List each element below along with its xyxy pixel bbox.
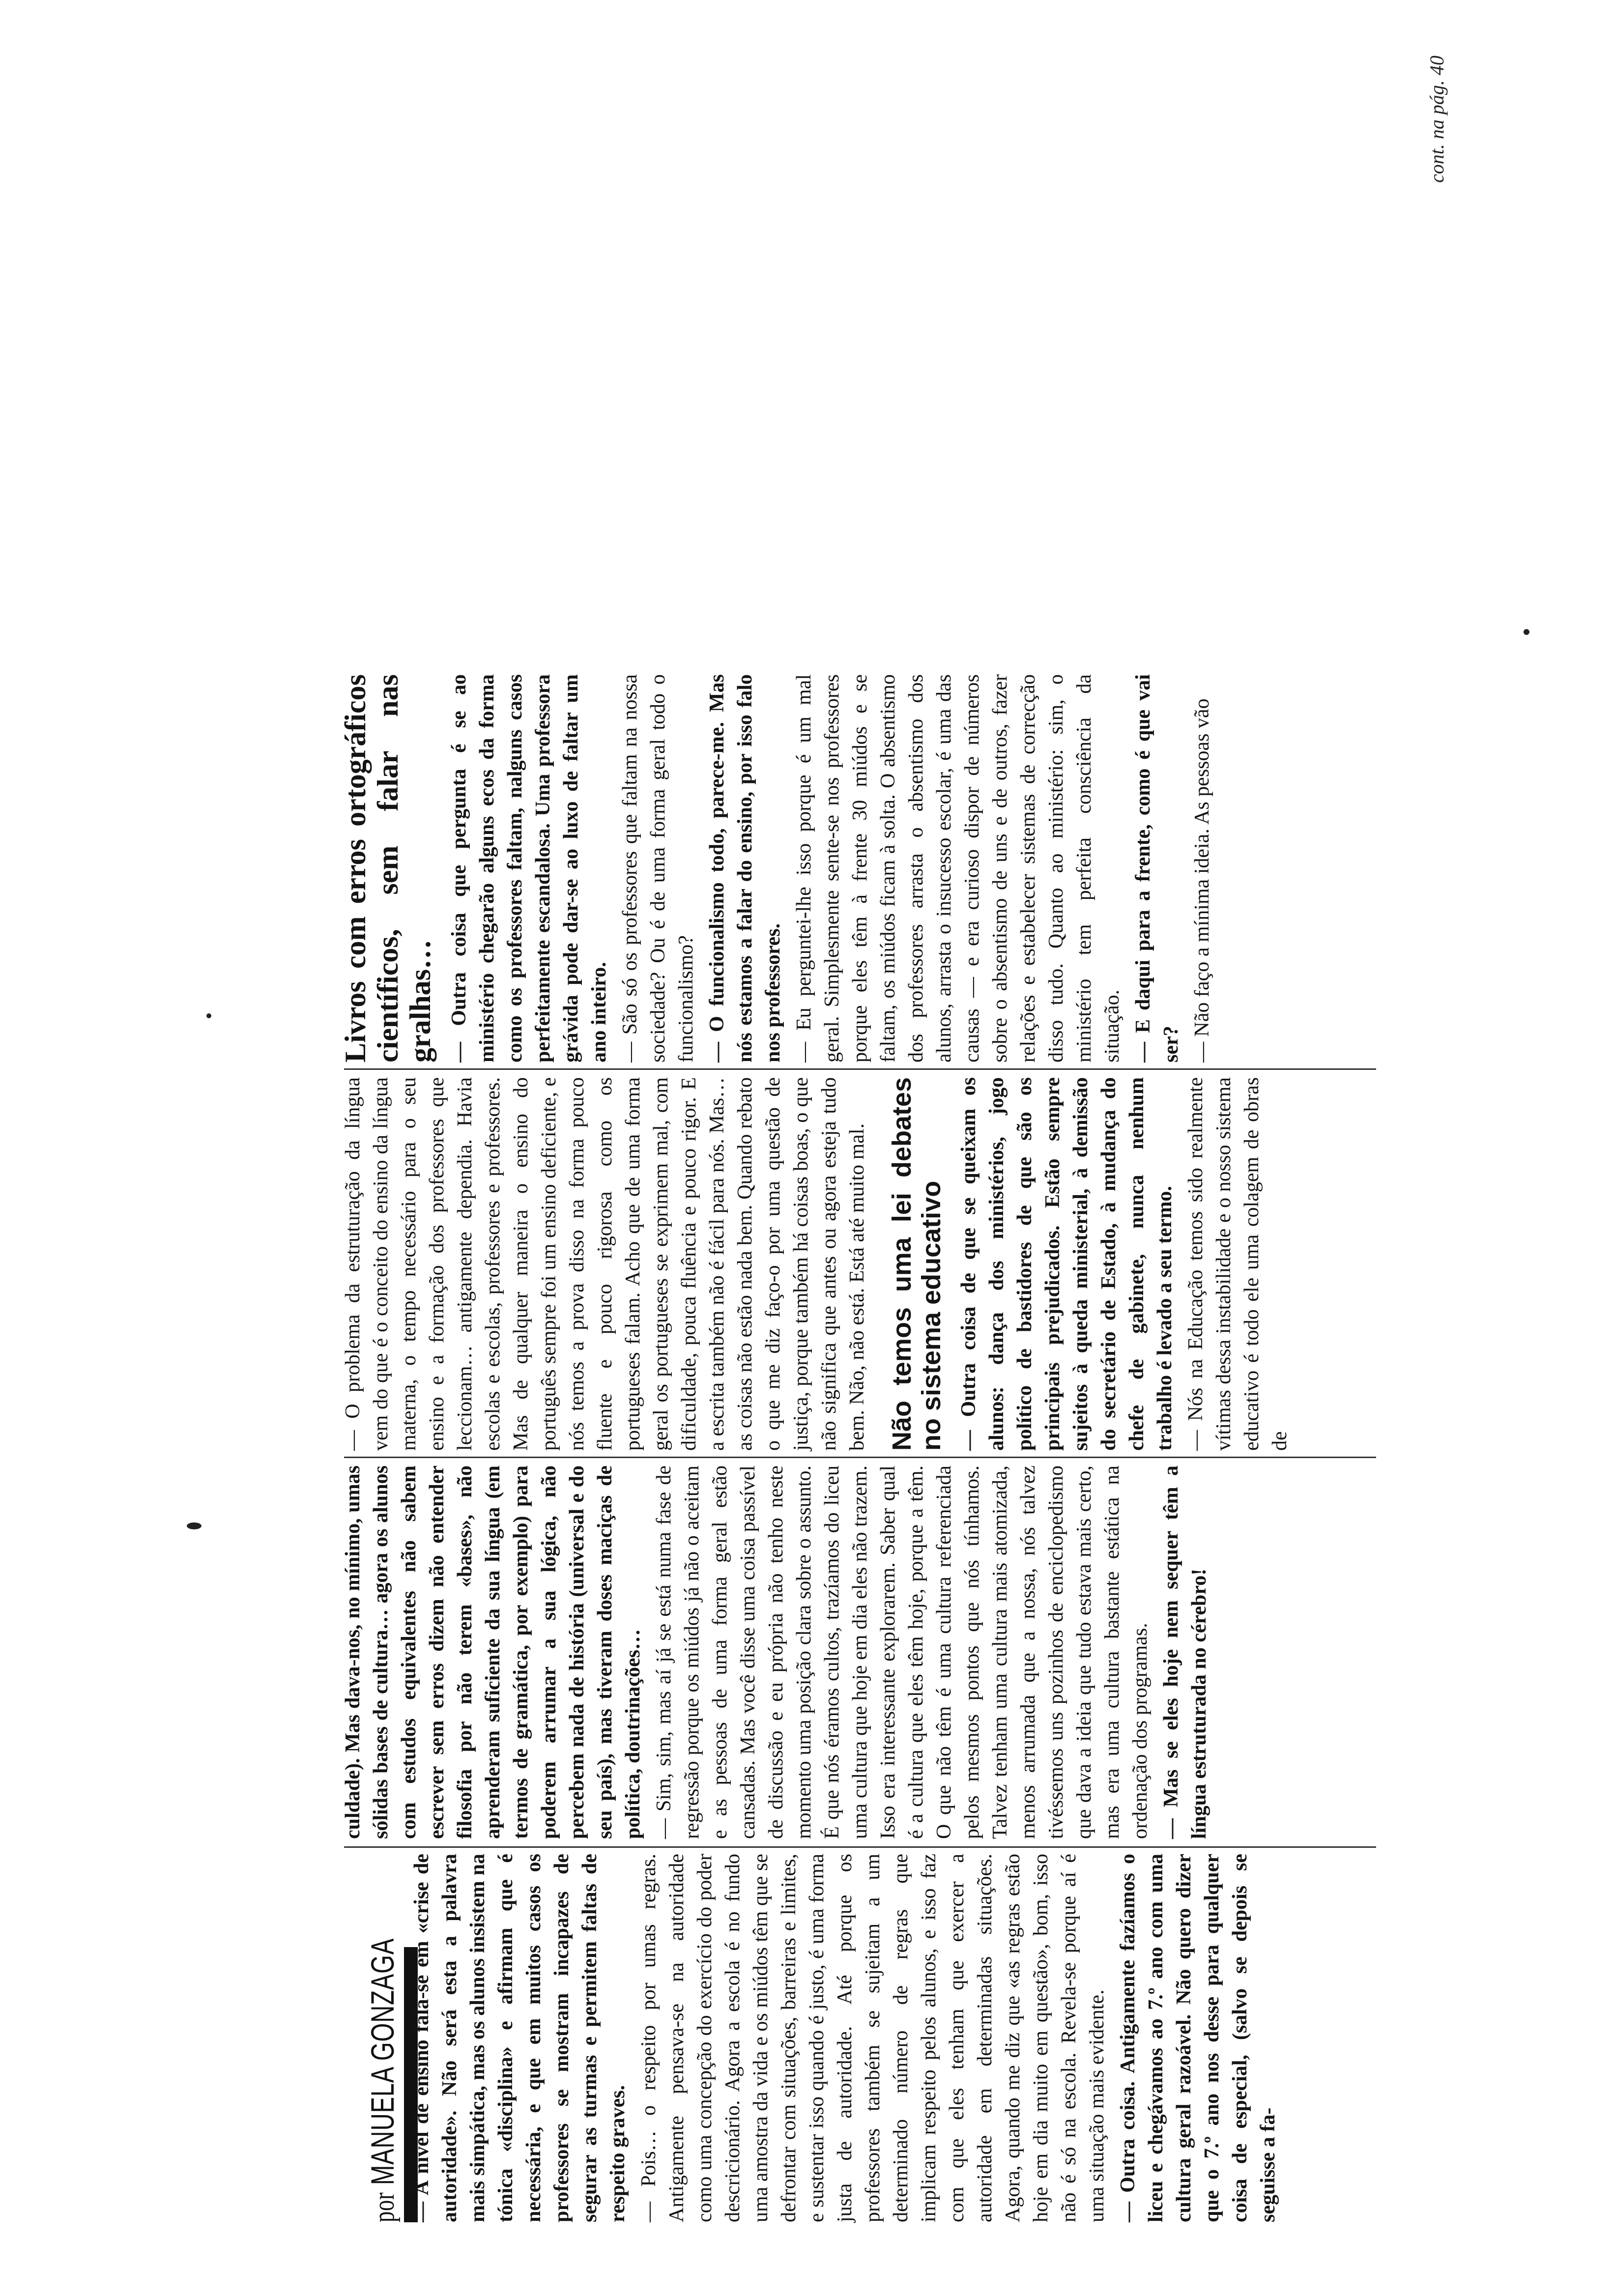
byline-prefix: por [368,2192,400,2222]
scan-speck [187,1522,202,1529]
answer-paragraph: — Pois… o respeito por umas regras. Antigamente pensava-se na autoridade como uma concepção do exercício do poder descricionário. Agora a escola é no fundo uma amostra da vida e os miúdos têm que se defrontar com situações, barreiras e limites, e sustentar isso quando é justo, é uma forma justa de autoridade. Até porque os professores também se sujeitam a um determinado número de regras que implicam respeito pelos alunos, e isso faz com que eles tenham que exercer a autoridade em determinadas situações. Agora, quando me diz que «as regras estão hoje em dia muito em questão», bom, isso não é só na escola. Revela-se porque aí é uma situação mais evidente. [637,1854,1108,2222]
answer-paragraph: — Sim, sim, mas aí já se está numa fase de regressão porque os miúdos já não o aceitam e as pessoas de uma forma geral estão cansadas. Mas você disse uma coisa passível de discussão e eu própria não tenho neste momento uma posição clara sobre o assunto. É que nós éramos cultos, trazíamos do liceu uma cultura que hoje em dia eles não trazem. Isso era interessante explorarem. Saber qual é a cultura que eles têm hoje, porque a têm. O que não têm é uma cultura referenciada pelos mesmos pontos que nós tínhamos. Talvez tenham uma cultura mais atomizada, menos arrumada que a nossa, nós talvez tivéssemos uns pozinhos de enciclopedismo que dava a ideia que tudo estava mais certo, mas era uma cultura bastante estática na ordenação dos programas. [653,1465,1151,1839]
column-3 [339,1077,1294,1451]
answer-paragraph: — O problema da estruturação da língua vem do que é o conceito do ensino da língua materna, o tempo necessário para o seu ensino e a formação dos professores que leccionam… antigamente dependia. Havia escolas e escolas, professores e professores. Mas de qualquer maneira o ensino do português sempre foi um ensino deficiente, e nós temos a prova disso na forma pouco fluente e pouco rigorosa como os portugueses falam. Acho que de uma forma geral os portugueses se exprimem mal, com dificuldade, pouca fluência e pouco rigor. E a escrita também não é fácil para nós. Mas… as coisas não estão nada bem. Quando rebato o que me diz faço-o por uma questão de justiça, porque também há coisas boas, o que não significa que antes ou agora esteja tudo bem. Não, não está. Está até muito mal. [342,1077,868,1451]
question-paragraph: culdade). Mas dava-nos, no mínimo, umas sólidas bases de cultura… agora os alunos com estudos equivalentes não sabem escrever sem erros dizem não entender filosofia por não terem «bases», não aprenderam suficiente da sua língua (em termos de gramática, por exemplo) para poderem arrumar a sua lógica, não percebem nada de história (universal e do seu país), mas tiveram doses maciças de política, doutrinações… [342,1465,644,1839]
scan-speck [1524,629,1529,635]
question-paragraph: — Outra coisa. Antigamente fazíamos o liceu e chegávamos ao 7.º ano com uma cultura geral razoável. Não quero dizer que o 7.º ano nos desse para qualquer coisa de especial, (salvo se depois se seguisse a fa- [1117,1854,1279,2222]
byline [364,1938,401,2222]
column-divider [344,1457,1376,1458]
question-paragraph: — A nível de ensino fala-se em «crise de autoridade». Não será esta a palavra mais simpática, mas os alunos insistem na tónica «disciplina» e afirmam que é necessária, e que em muitos casos os professores se mostram incapazes de segurar as turmas e permitem faltas de respeito graves. [410,1854,629,2222]
column-1 [408,1854,1282,2222]
continuation-note: cont. na pág. 40 [1426,56,1448,183]
answer-paragraph: — São só os professores que faltam na nossa sociedade? Ou é de uma forma geral todo o funcionalismo? [619,674,697,1062]
answer-paragraph: — Nós na Educação temos sido realmente vítimas dessa instabilidade e o nosso sistema educativo é todo ele uma colagem de obras de [1184,1077,1291,1451]
answer-paragraph: — Eu perguntei-lhe isso porque é um mal geral. Simplesmente sente-se nos professores porque eles têm à frente 30 miúdos e se faltam, os miúdos ficam à solta. O absentismo dos professores arrasta o absentismo dos alunos, arrasta o insucesso escolar, é uma das causas — e era curioso dispor de números sobre o absentismo de uns e de outros, fazer relações e estabelecer sistemas de correcção disso tudo. Quanto ao ministério: sim, o ministério tem perfeita consciência da situação. [793,674,1123,1062]
section-subheading: Não temos uma lei debates no sistema educativo [887,1077,946,1451]
byline-author: MANUELA GONZAGA [364,1938,401,2185]
question-paragraph: — Outra coisa que pergunta é se ao ministério chegarão alguns ecos da forma como os professores faltam, nalguns casos perfeitamente escandalosa. Uma professora grávida pode dar-se ao luxo de faltar um ano inteiro. [448,674,610,1062]
question-paragraph: — E daqui para a frente, como é que vai ser? [1132,674,1182,1062]
column-divider [344,1068,1376,1070]
section-heading: Livros com erros ortográficos científicos, sem falar nas gralhas… [339,674,436,1062]
column-divider [344,1846,1376,1848]
answer-paragraph: — Não faço a mínima ideia. As pessoas vão [1191,698,1213,1062]
column-2 [339,1465,1213,1839]
question-paragraph: — Outra coisa de que se queixam os alunos: dança dos ministérios, jogo político de bastidores de que são os principais prejudicados. Estão sempre sujeitos à queda ministerial, à demissão do secretário de Estado, à mudança do chefe de gabinete, nunca nenhum trabalho é levado a seu termo. [957,1077,1176,1451]
scan-speck [206,1013,211,1018]
question-paragraph: — O funcionalismo todo, parece-me. Mas nós estamos a falar do ensino, por isso falo nos professores. [706,674,784,1062]
column-4 [339,674,1216,1062]
question-paragraph: — Mas se eles hoje nem sequer têm a língua estruturada no cérebro! [1160,1465,1210,1839]
